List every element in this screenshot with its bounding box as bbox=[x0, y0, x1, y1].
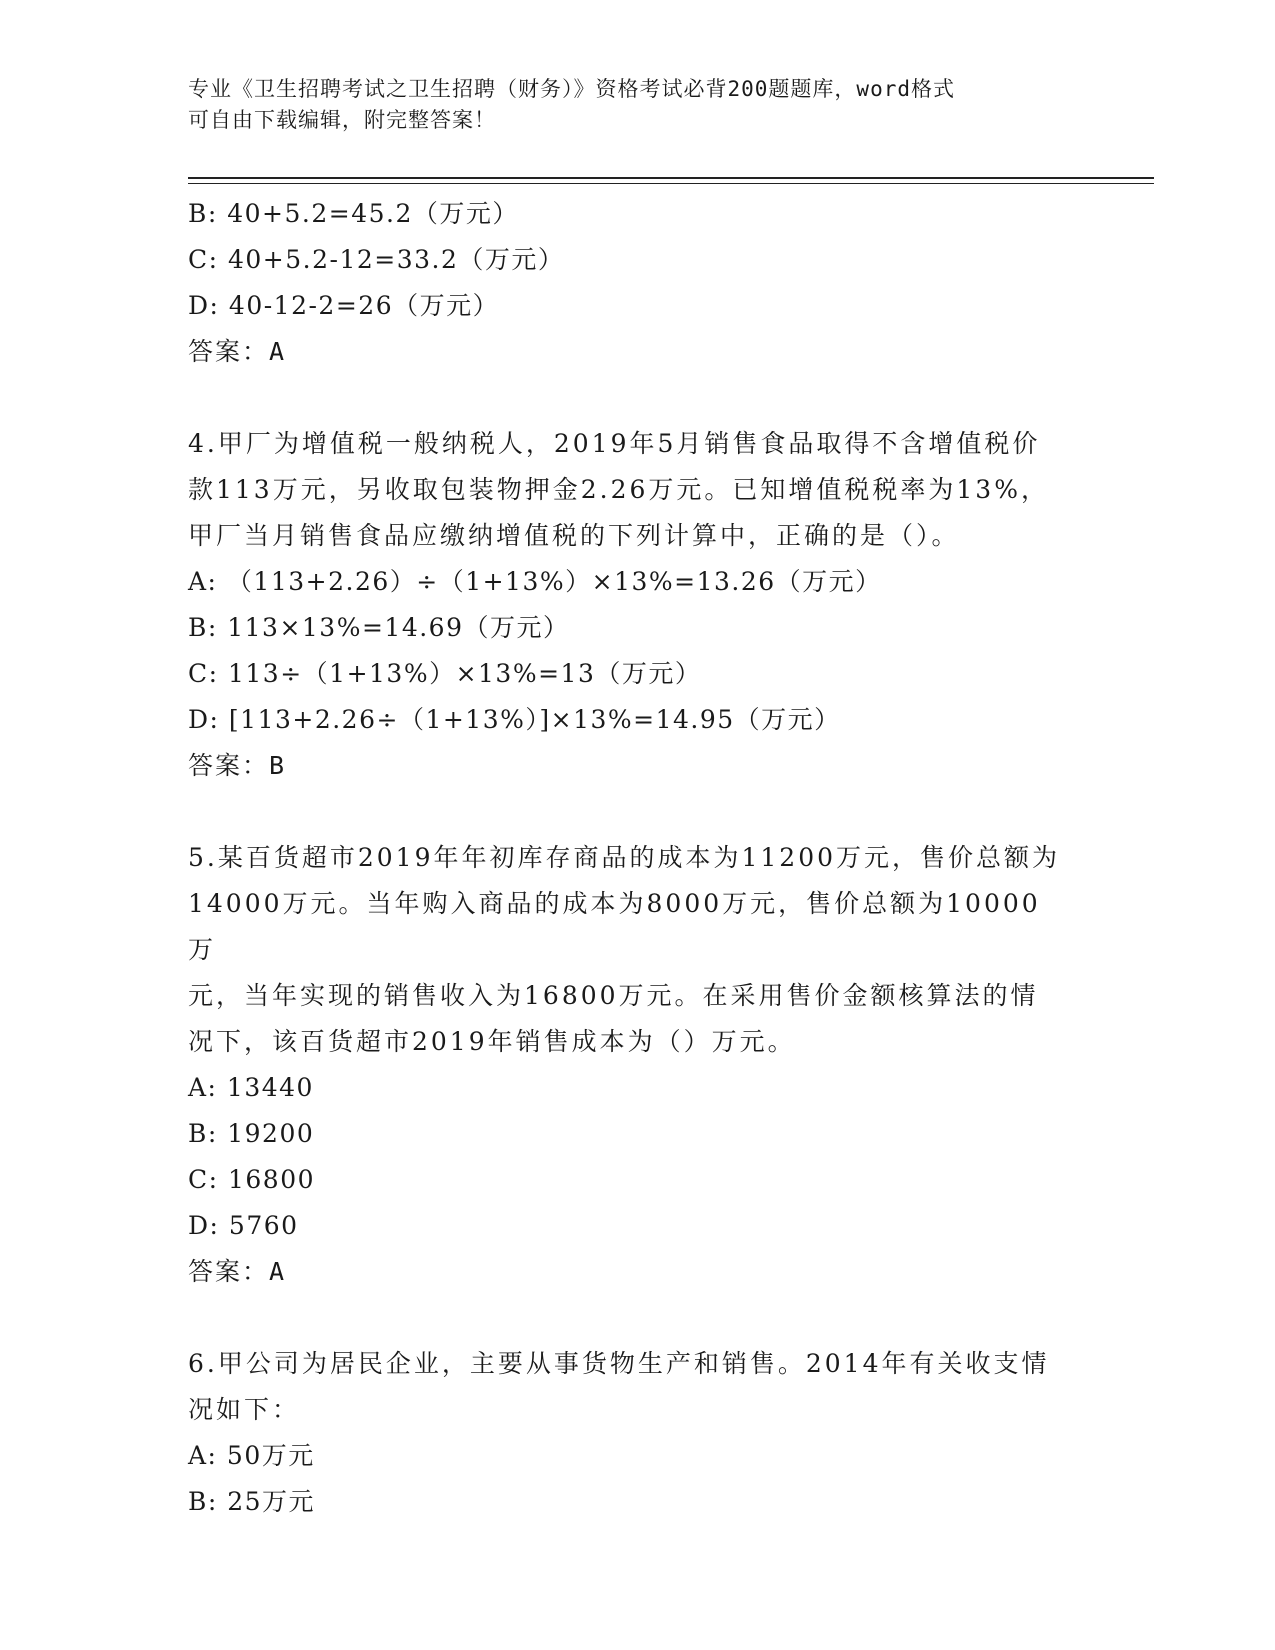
option-c: C: 40+5.2-12=33.2（万元） bbox=[188, 245, 565, 274]
answer: 答案：A bbox=[188, 1257, 287, 1286]
option-b: B: 40+5.2=45.2（万元） bbox=[188, 199, 519, 228]
option-a: A: 50万元 bbox=[188, 1441, 315, 1470]
option-d: D: 40-12-2=26（万元） bbox=[188, 291, 500, 320]
stem-line: 元，当年实现的销售收入为16800万元。在采用售价金额核算法的情 bbox=[188, 981, 1039, 1010]
question-6 bbox=[188, 1341, 1088, 1525]
stem-line: 款113万元，另收取包装物押金2.26万元。已知增值税税率为13%， bbox=[188, 475, 1049, 504]
answer: 答案：A bbox=[188, 337, 287, 366]
option-a: A: 13440 bbox=[188, 1073, 314, 1102]
document-header bbox=[188, 74, 1068, 136]
header-rule-thick bbox=[188, 177, 1154, 179]
stem-line: 况如下： bbox=[188, 1395, 301, 1424]
option-b: B: 113×13%=14.69（万元） bbox=[188, 613, 570, 642]
stem-line: 甲厂当月销售食品应缴纳增值税的下列计算中，正确的是（）。 bbox=[188, 521, 960, 550]
header-line-2: 可自由下载编辑，附完整答案！ bbox=[188, 108, 496, 132]
stem-line: 况下，该百货超市2019年销售成本为（）万元。 bbox=[188, 1027, 796, 1056]
question-stem bbox=[188, 421, 1068, 559]
stem-line: 5.某百货超市2019年年初库存商品的成本为11200万元，售价总额为 bbox=[188, 843, 1061, 872]
option-d: D: 5760 bbox=[188, 1211, 299, 1240]
answer: 答案：B bbox=[188, 751, 287, 780]
option-b: B: 19200 bbox=[188, 1119, 315, 1148]
option-d: D: [113+2.26÷（1+13%）]×13%=14.95（万元） bbox=[188, 705, 841, 734]
header-rule-thin bbox=[188, 183, 1154, 184]
stem-line: 4.甲厂为增值税一般纳税人，2019年5月销售食品取得不含增值税价 bbox=[188, 429, 1041, 458]
option-b: B: 25万元 bbox=[188, 1487, 316, 1516]
stem-line: 14000万元。当年购入商品的成本为8000万元，售价总额为10000万 bbox=[188, 889, 1041, 964]
option-c: C: 16800 bbox=[188, 1165, 316, 1194]
question-stem bbox=[188, 1341, 1068, 1433]
stem-line: 6.甲公司为居民企业，主要从事货物生产和销售。2014年有关收支情 bbox=[188, 1349, 1050, 1378]
question-stem bbox=[188, 835, 1068, 1065]
question-5 bbox=[188, 835, 1088, 1295]
question-4 bbox=[188, 421, 1088, 789]
header-line-1: 专业《卫生招聘考试之卫生招聘（财务）》资格考试必背200题题库，word格式 bbox=[188, 77, 955, 101]
option-c: C: 113÷（1+13%）×13%=13（万元） bbox=[188, 659, 702, 688]
option-a: A: （113+2.26）÷（1+13%）×13%=13.26（万元） bbox=[188, 567, 882, 596]
question-list bbox=[188, 191, 1088, 1525]
question-3 bbox=[188, 191, 1088, 375]
